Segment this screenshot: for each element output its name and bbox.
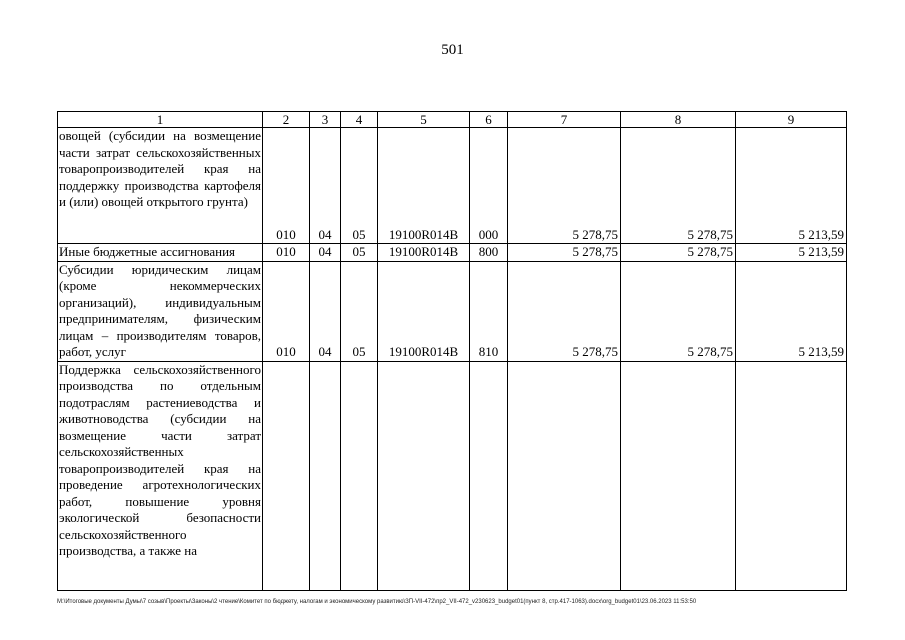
- cell-amount: [736, 361, 847, 590]
- cell-amount: 5 213,59: [736, 128, 847, 244]
- cell-subsection: 05: [341, 244, 378, 262]
- column-header: 6: [470, 112, 508, 128]
- cell-target-article: [378, 361, 470, 590]
- page-number: 501: [441, 42, 464, 58]
- table-header-row: [58, 112, 847, 128]
- cell-amount: 5 278,75: [508, 261, 621, 361]
- cell-section: [310, 361, 341, 590]
- column-header: 3: [310, 112, 341, 128]
- cell-subsection: [341, 361, 378, 590]
- row-description: Субсидии юридическим лицам (кроме некоммерческих организаций), индивидуальным предпринимателям, физическим лицам – производителям товаров, работ, услуг: [59, 261, 261, 359]
- cell-expense-type: [470, 361, 508, 590]
- table-row: [58, 128, 847, 244]
- cell-code: [263, 361, 310, 590]
- table-row: [58, 244, 847, 262]
- cell-expense-type: 810: [470, 261, 508, 361]
- row-description: Иные бюджетные ассигнования: [58, 244, 263, 262]
- column-header: 9: [736, 112, 847, 128]
- column-header: 4: [341, 112, 378, 128]
- cell-amount: 5 278,75: [508, 244, 621, 262]
- cell-amount: 5 278,75: [621, 244, 736, 262]
- cell-amount: 5 213,59: [736, 244, 847, 262]
- cell-subsection: 05: [341, 128, 378, 244]
- cell-target-article: 19100R014B: [378, 244, 470, 262]
- cell-code: 010: [263, 244, 310, 262]
- file-path-footer: М:\Итоговые документы Думы\7 созыв\Проекты\Законы\2 чтение\Комитет по бюджету, налогам и экономическому развитию\ЗП-VII-472\пр2_VII-472_v230623_budget01(пункт 8, стр.417-1063).docx\org_budget01\23.06.2023 11:53:50: [57, 599, 697, 605]
- column-header: 2: [263, 112, 310, 128]
- cell-amount: 5 278,75: [621, 261, 736, 361]
- cell-amount: 5 278,75: [508, 128, 621, 244]
- budget-table: [57, 111, 847, 591]
- cell-subsection: 05: [341, 261, 378, 361]
- cell-target-article: 19100R014B: [378, 128, 470, 244]
- column-header: 1: [58, 112, 263, 128]
- column-header: 7: [508, 112, 621, 128]
- cell-section: 04: [310, 128, 341, 244]
- table-row: [58, 361, 847, 590]
- cell-section: 04: [310, 261, 341, 361]
- cell-section: 04: [310, 244, 341, 262]
- column-header: 8: [621, 112, 736, 128]
- row-description: Поддержка сельскохозяйственного производства по отдельным подотраслям растениеводства и животноводства (субсидии на возмещение части затрат сельскохозяйственных товаропроизводителей края на проведение агротехнологических работ, повышение уровня экологической безопасности сельскохозяйственного производства, а также на: [58, 361, 263, 590]
- cell-expense-type: 000: [470, 128, 508, 244]
- column-header: 5: [378, 112, 470, 128]
- cell-code: 010: [263, 261, 310, 361]
- cell-expense-type: 800: [470, 244, 508, 262]
- cell-target-article: 19100R014B: [378, 261, 470, 361]
- table-row: [58, 261, 847, 361]
- cell-amount: [508, 361, 621, 590]
- cell-amount: 5 278,75: [621, 128, 736, 244]
- cell-amount: 5 213,59: [736, 261, 847, 361]
- row-description: овощей (субсидии на возмещение части затрат сельскохозяйственных товаропроизводителей края на поддержку производства картофеля и (или) овощей открытого грунта): [58, 128, 263, 244]
- cell-amount: [621, 361, 736, 590]
- cell-code: 010: [263, 128, 310, 244]
